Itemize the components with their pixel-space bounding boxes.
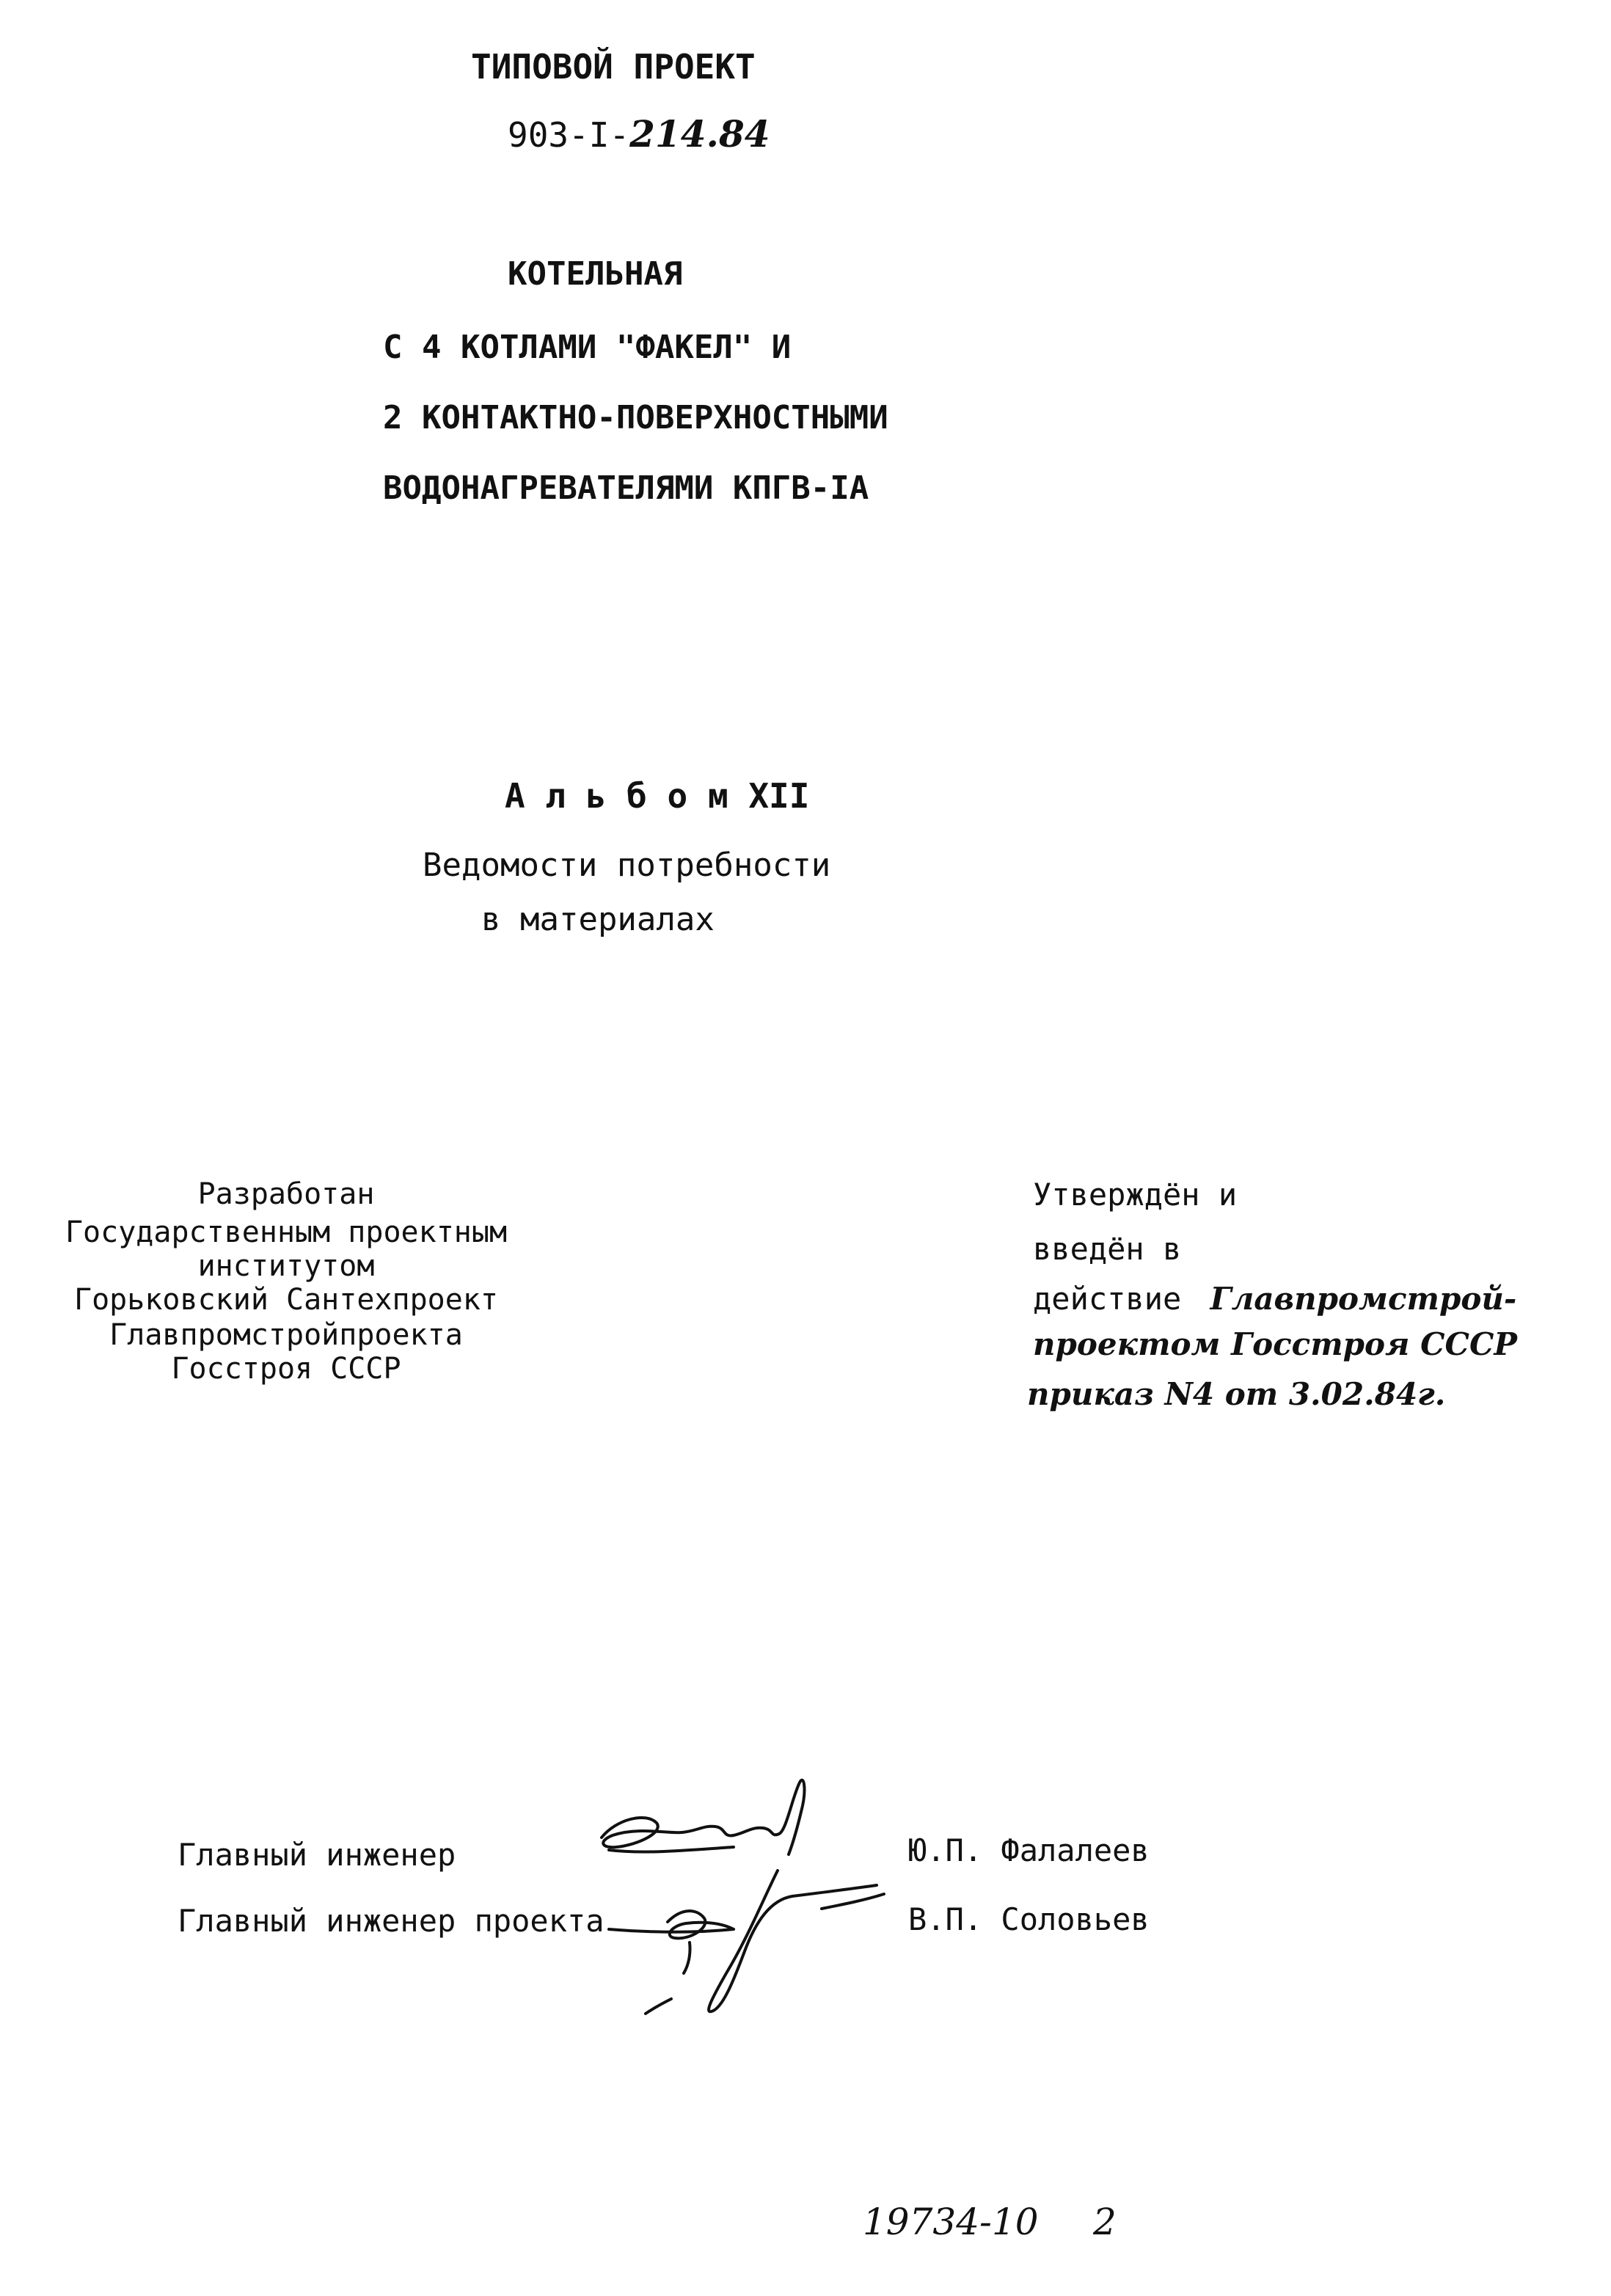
project-type-label: ТИПОВОЙ ПРОЕКТ xyxy=(471,47,756,87)
approval-line-3-prefix: действие xyxy=(1033,1281,1182,1317)
developer-line-6: Госстроя СССР xyxy=(171,1352,401,1386)
album-heading: А л ь б о м XII xyxy=(505,776,810,816)
approval-line-5-handwritten: приказ N4 от 3.02.84г. xyxy=(1027,1376,1446,1412)
developer-line-2: Государственным проектным xyxy=(65,1215,508,1249)
signature-role-1: Главный инженер xyxy=(178,1837,456,1873)
approval-line-3 xyxy=(1033,1281,1517,1317)
approval-line-3-handwritten: Главпромстрой- xyxy=(1210,1281,1517,1317)
developer-line-5: Главпромстройпроекта xyxy=(109,1318,463,1352)
approval-line-1: Утверждён и xyxy=(1033,1177,1238,1213)
signature-mark-2 xyxy=(602,1856,895,2047)
developer-line-4: Горьковский Сантехпроект xyxy=(74,1283,498,1317)
developer-line-3: институтом xyxy=(197,1249,375,1283)
signature-name-1: Ю.П. Фалалеев xyxy=(908,1832,1150,1868)
title-line-3: 2 КОНТАКТНО-ПОВЕРХНОСТНЫМИ xyxy=(383,399,888,436)
approval-line-2: введён в xyxy=(1033,1231,1182,1267)
title-line-2: С 4 КОТЛАМИ "ФАКЕЛ" И xyxy=(383,329,792,366)
project-number-handwritten: 214.84 xyxy=(629,112,770,156)
approval-line-4-handwritten: проектом Госстроя СССР xyxy=(1033,1326,1517,1362)
signature-role-2: Главный инженер проекта xyxy=(178,1903,604,1939)
project-number xyxy=(508,112,770,156)
album-description-line-1: Ведомости потребности xyxy=(423,847,831,884)
title-line-4: ВОДОНАГРЕВАТЕЛЯМИ КПГВ-IА xyxy=(383,469,869,507)
signature-name-2: В.П. Соловьев xyxy=(908,1901,1150,1937)
album-description-line-2: в материалах xyxy=(481,901,715,938)
project-number-prefix: 903-I- xyxy=(508,115,630,155)
page-number: 2 xyxy=(1093,2201,1117,2243)
title-line-1: КОТЕЛЬНАЯ xyxy=(508,255,683,293)
inventory-number: 19734-10 xyxy=(863,2201,1039,2243)
signature-mark-1 xyxy=(587,1768,822,1871)
developer-line-1: Разработан xyxy=(197,1177,375,1211)
